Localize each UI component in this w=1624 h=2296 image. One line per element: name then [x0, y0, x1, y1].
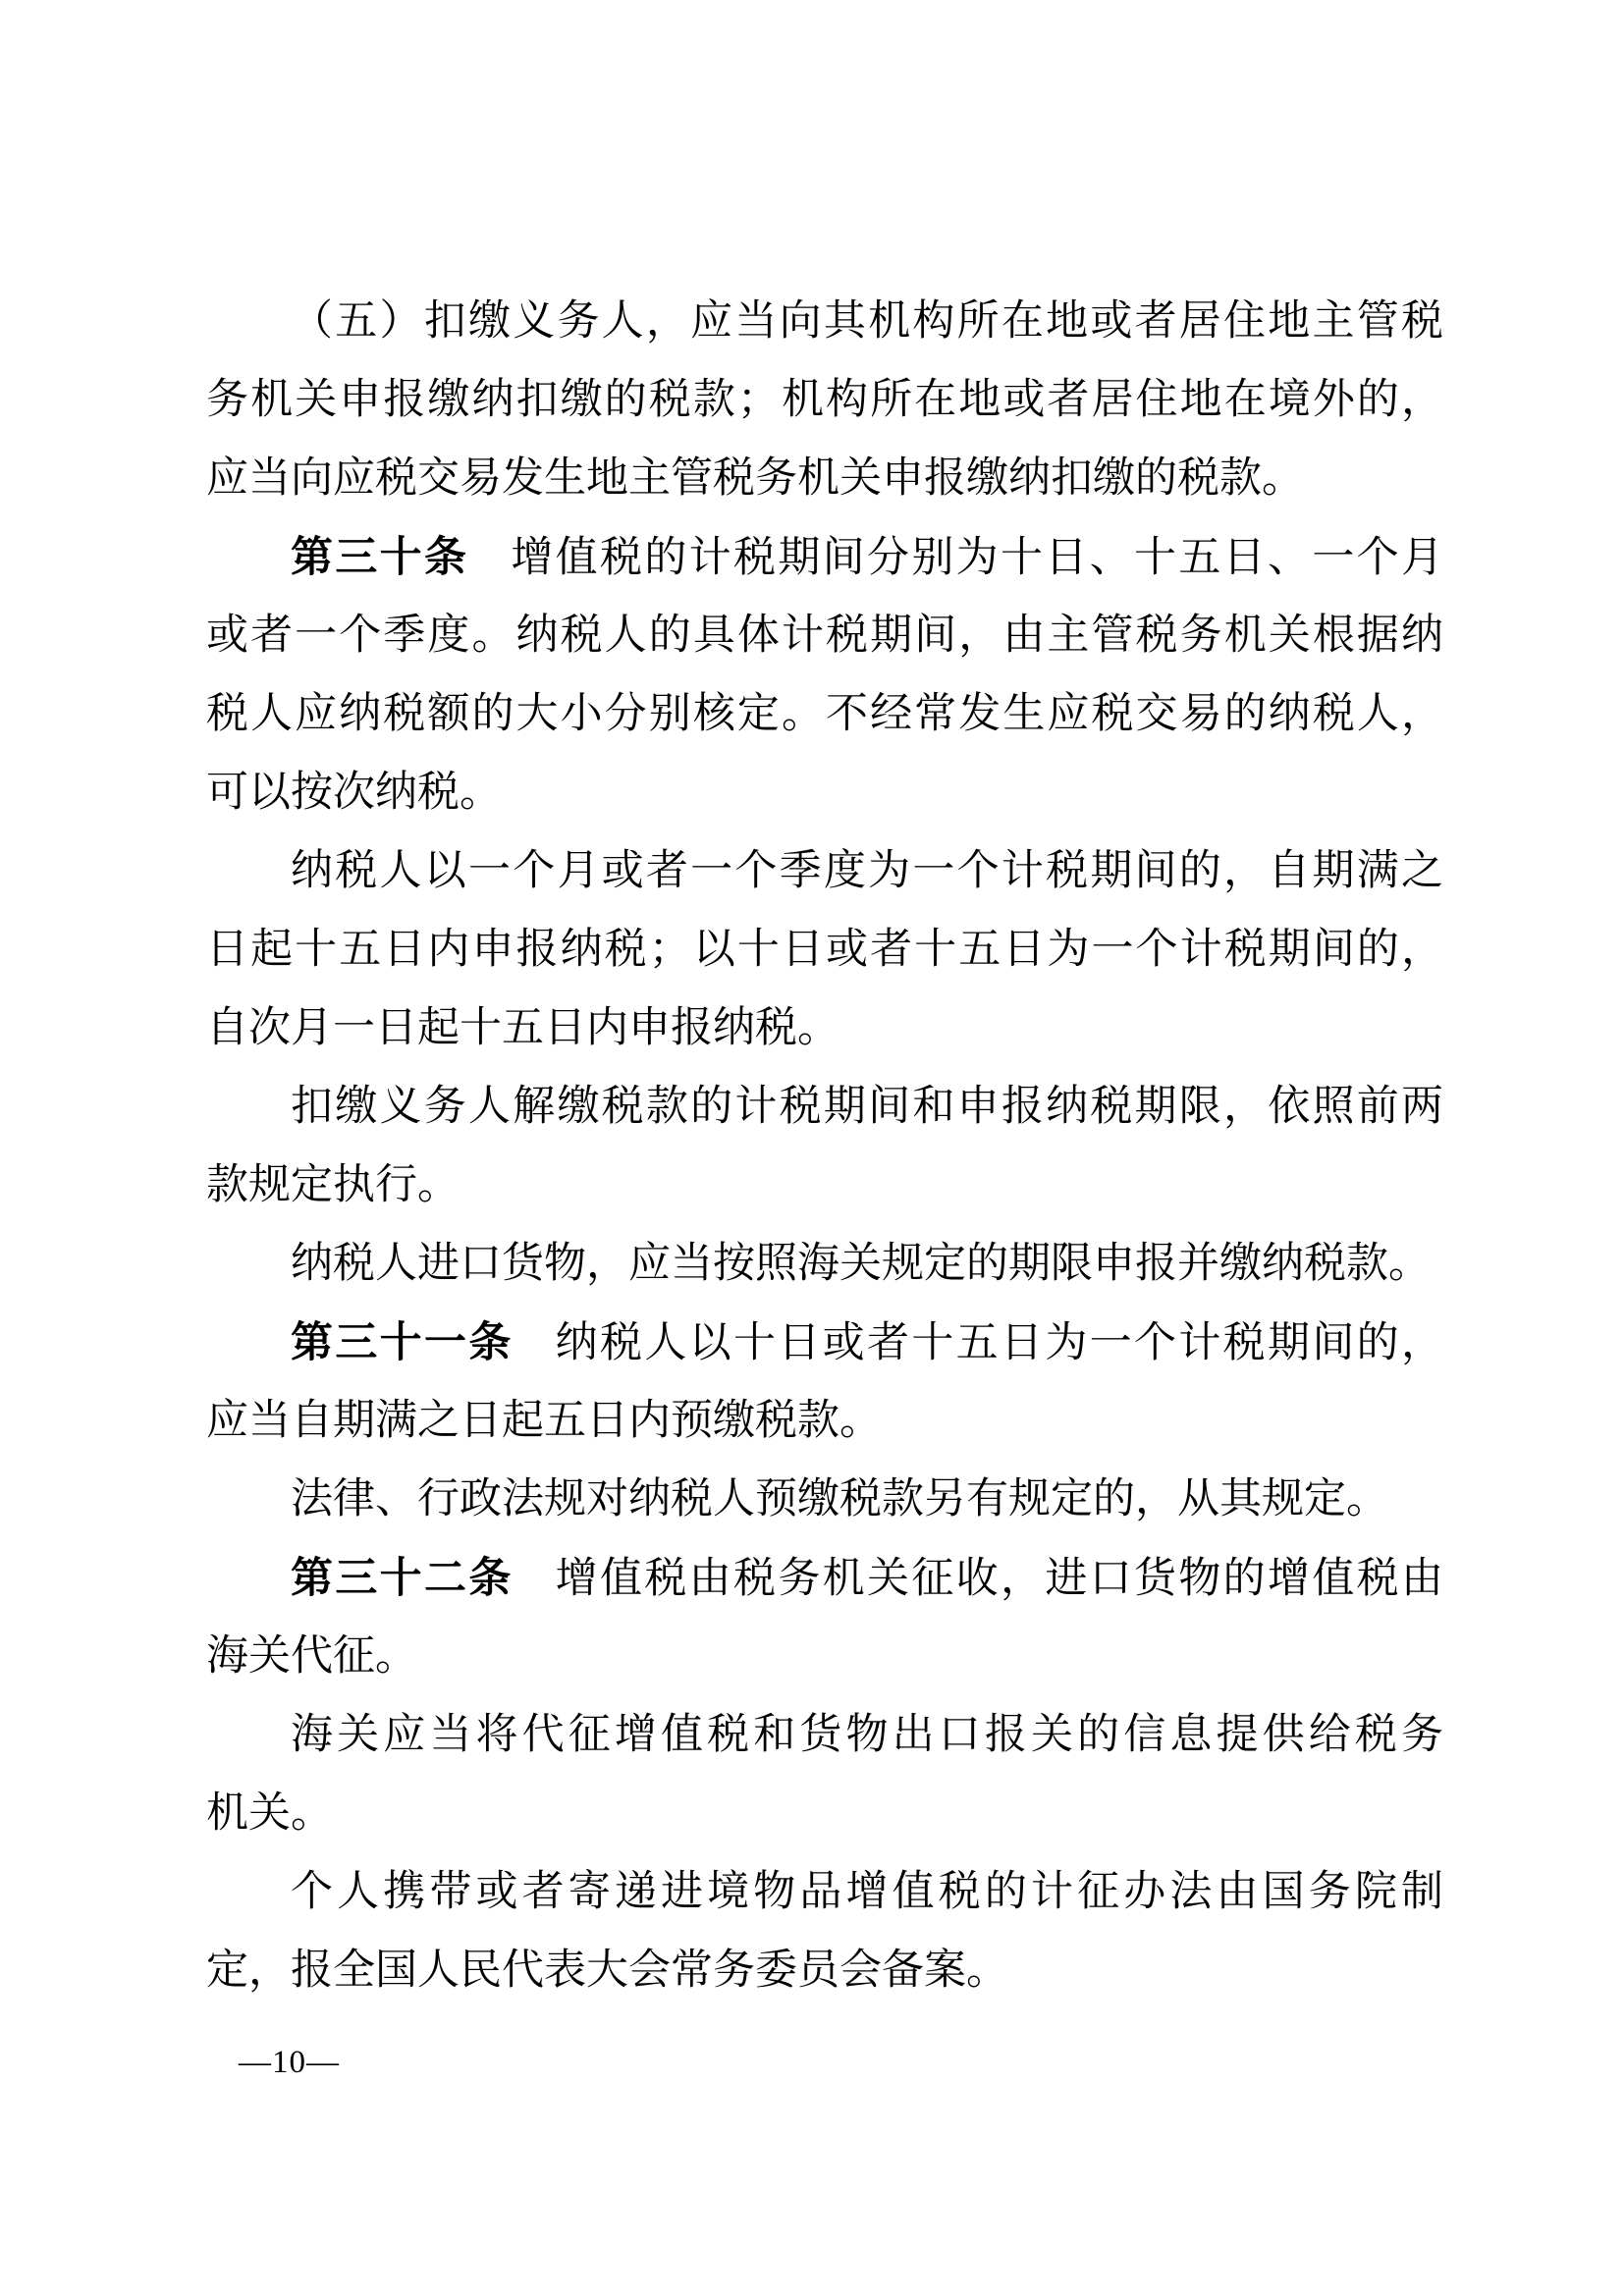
line-text: （五）扣缴义务人，应当向其机构所在地或者居住地主管税 — [291, 298, 1443, 345]
line-text: 款规定执行。 — [206, 1162, 460, 1208]
text-line — [206, 1853, 1443, 1932]
text-line — [206, 518, 1443, 597]
text-line — [206, 1775, 1443, 1853]
line-text: 海关应当将代征增值税和货物出口报关的信息提供给税务 — [291, 1712, 1443, 1758]
article-number-heading: 第三十二条 — [291, 1555, 514, 1602]
text-line — [206, 283, 1443, 361]
text-line — [206, 1304, 1443, 1382]
line-text: 海关代征。 — [206, 1633, 417, 1680]
line-text: 增值税由税务机关征收，进口货物的增值税由 — [555, 1556, 1443, 1602]
line-text: 增值税的计税期间分别为十日、十五日、一个月 — [511, 535, 1443, 581]
text-line — [206, 832, 1443, 911]
text-line — [206, 675, 1443, 754]
line-text: 机关。 — [206, 1790, 333, 1837]
line-text: 扣缴义务人解缴税款的计税期间和申报纳税期限，依照前两 — [291, 1084, 1443, 1130]
text-line — [206, 1696, 1443, 1775]
line-text: 或者一个季度。纳税人的具体计税期间，由主管税务机关根据纳 — [206, 613, 1443, 659]
line-text: 纳税人以一个月或者一个季度为一个计税期间的，自期满之 — [291, 848, 1443, 894]
line-text: 务机关申报缴纳扣缴的税款；机构所在地或者居住地在境外的， — [206, 377, 1443, 423]
line-text: 纳税人以十日或者十五日为一个计税期间的， — [555, 1320, 1443, 1366]
article-number-heading: 第三十条 — [291, 534, 469, 581]
text-line — [206, 1382, 1443, 1461]
page-number: —10— — [239, 2045, 340, 2080]
line-text: 税人应纳税额的大小分别核定。不经常发生应税交易的纳税人， — [206, 691, 1443, 737]
text-line — [206, 1147, 1443, 1225]
text-line — [206, 911, 1443, 989]
text-line — [206, 597, 1443, 675]
text-line — [206, 1618, 1443, 1696]
text-line — [206, 1068, 1443, 1147]
line-text: 应当自期满之日起五日内预缴税款。 — [206, 1398, 882, 1444]
line-text: 可以按次纳税。 — [206, 770, 502, 816]
line-text: 法律、行政法规对纳税人预缴税款另有规定的，从其规定。 — [291, 1476, 1388, 1522]
text-line — [206, 1461, 1443, 1539]
line-text: 个人携带或者寄递进境物品增值税的计征办法由国务院制 — [291, 1869, 1443, 1915]
text-line — [206, 440, 1443, 518]
line-text: 定，报全国人民代表大会常务委员会备案。 — [206, 1948, 1008, 1994]
text-line — [206, 754, 1443, 832]
line-text: 自次月一日起十五日内申报纳税。 — [206, 1005, 839, 1051]
text-line — [206, 1539, 1443, 1618]
document-content — [206, 283, 1443, 2010]
line-text: 应当向应税交易发生地主管税务机关申报缴纳扣缴的税款。 — [206, 455, 1304, 502]
text-line — [206, 1225, 1443, 1304]
line-text: 日起十五日内申报纳税；以十日或者十五日为一个计税期间的， — [206, 927, 1443, 973]
text-line — [206, 361, 1443, 440]
line-text: 纳税人进口货物，应当按照海关规定的期限申报并缴纳税款。 — [291, 1241, 1431, 1287]
text-line — [206, 989, 1443, 1068]
text-line — [206, 1932, 1443, 2010]
article-number-heading: 第三十一条 — [291, 1319, 514, 1366]
